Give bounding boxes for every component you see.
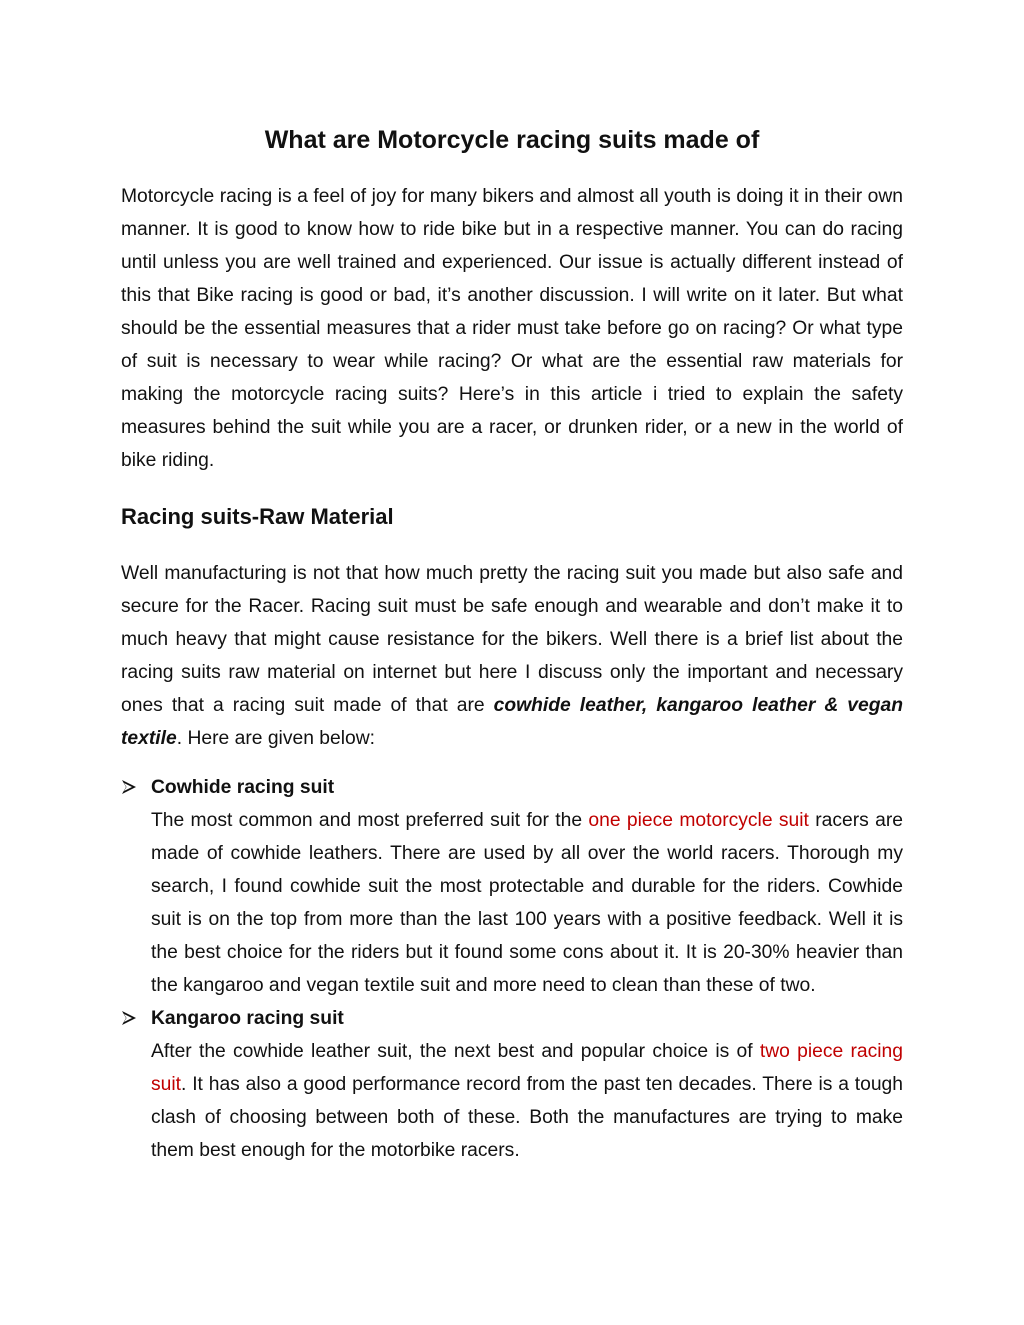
- raw-material-text-end: . Here are given below:: [176, 728, 376, 749]
- one-piece-suit-link[interactable]: one piece motorcycle suit: [588, 810, 809, 831]
- raw-material-paragraph: [121, 557, 903, 755]
- list-item-text-end: racers are made of cowhide leathers. There are used by all over the world racers. Thorough my search, I found cowhide suit the most protectable and durable for the riders. Cowhide suit is on the top from more than the last 100 years with a positive feedback. Well it is the best choice for the riders but it found some cons about it. It is 20-30% heavier than the kangaroo and vegan textile suit and more need to clean than these of two.: [151, 810, 904, 996]
- arrowhead-bullet-icon: [121, 771, 141, 804]
- list-item-title: Kangaroo racing suit: [151, 1008, 344, 1029]
- list-item-text-start: After the cowhide leather suit, the next best and popular choice is of: [151, 1041, 760, 1062]
- raw-material-emphasis: cowhide leather, kangaroo leather & vegan textile: [121, 695, 903, 749]
- list-item-text-start: The most common and most preferred suit for the: [151, 810, 589, 831]
- list-item-kangaroo: [121, 1002, 903, 1167]
- list-item-text-end: . It has also a good performance record from the past ten decades. There is a tough clash of choosing between both of these. Both the manufactures are trying to make them best enough for the motorbike racers.: [151, 1074, 903, 1161]
- list-item-text: [151, 1035, 903, 1167]
- page-title: What are Motorcycle racing suits made of: [264, 126, 760, 154]
- arrowhead-bullet-icon: [121, 1002, 141, 1035]
- intro-paragraph: Motorcycle racing is a feel of joy for many bikers and almost all youth is doing it in their own manner. It is good to know how to ride bike but in a respective manner. You can do racing until unless you are well trained and experienced. Our issue is actually different instead of this that Bike racing is good or bad, it’s another discussion. I will write on it later. But what should be the essential measures that a rider must take before go on racing? Or what type of suit is necessary to wear while racing? Or what are the essential raw materials for making the motorcycle racing suits? Here’s in this article i tried to explain the safety measures behind the suit while you are a racer, or drunken rider, or a new in the world of bike riding.: [121, 186, 903, 471]
- list-item-text: [151, 804, 903, 1002]
- raw-material-text-start: Well manufacturing is not that how much pretty the racing suit you made but also safe and secure for the Racer. Racing suit must be safe enough and wearable and don’t make it to much heavy that might cause resistance for the bikers. Well there is a brief list about the racing suits raw material on internet but here I discuss only the important and necessary ones that a racing suit made of that are: [121, 563, 903, 716]
- list-item-title: Cowhide racing suit: [151, 777, 335, 798]
- section-heading: Racing suits-Raw Material: [121, 504, 394, 529]
- material-list: [121, 771, 903, 1167]
- two-piece-suit-link[interactable]: two piece racing suit: [151, 1041, 903, 1095]
- list-item-cowhide: [121, 771, 903, 1002]
